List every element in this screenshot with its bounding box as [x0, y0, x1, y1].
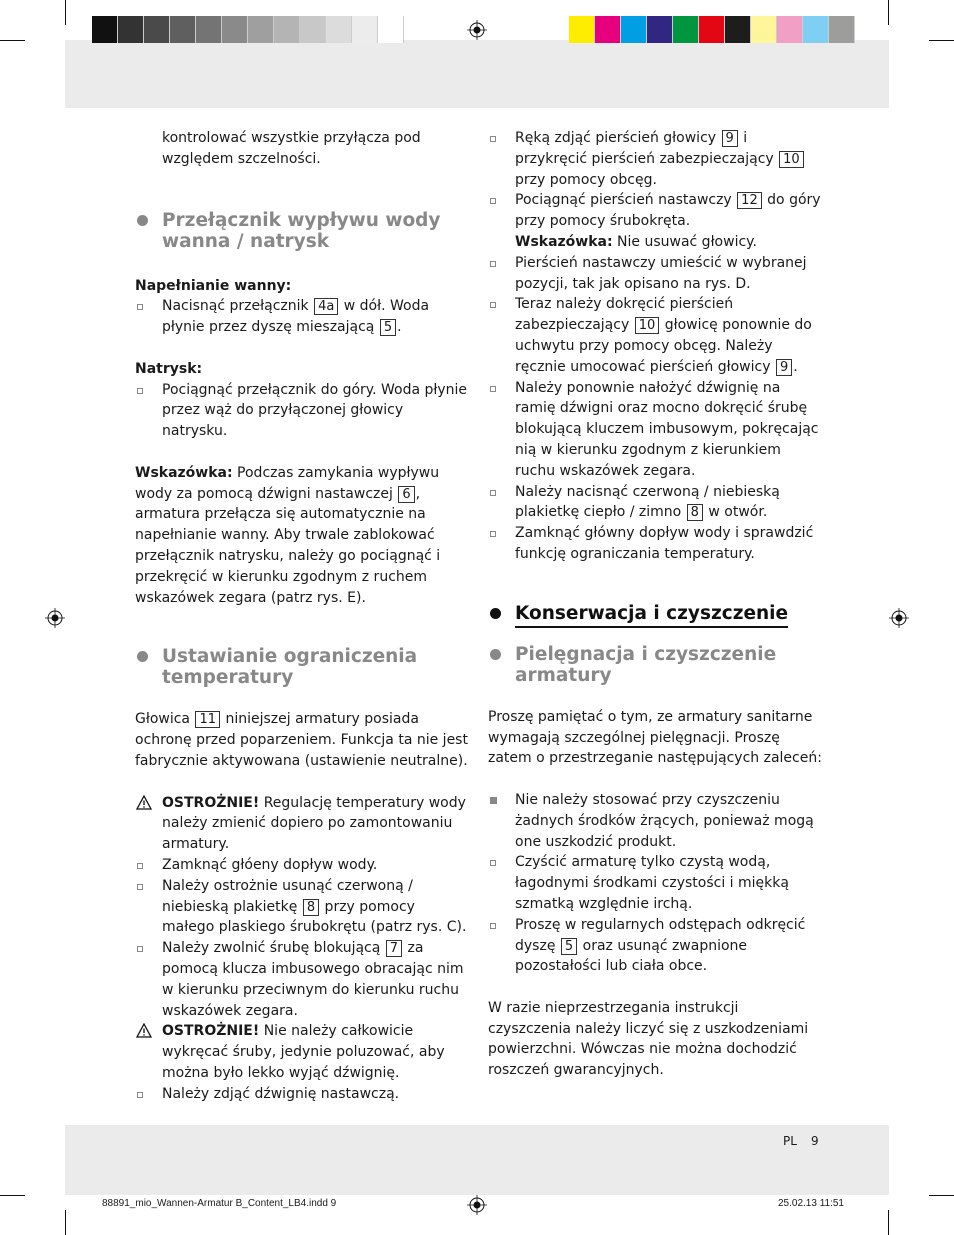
crop-mark [929, 1195, 954, 1196]
color-swatch [829, 16, 855, 43]
part-number: 10 [635, 317, 660, 334]
subheading-shower: Natrysk: [135, 360, 203, 377]
part-number: 8 [687, 504, 703, 521]
part-number: 8 [303, 899, 319, 916]
crop-mark [929, 40, 954, 41]
color-swatch [300, 16, 326, 43]
color-swatch [118, 16, 144, 43]
color-swatch [777, 16, 803, 43]
print-date-info: 25.02.13 11:51 [778, 1198, 844, 1209]
color-swatch [274, 16, 300, 43]
list-item: Pociągnąć pierścień nastawczy 12 do góry przy pomocy śrubokręta. [488, 190, 822, 232]
paragraph: W razie nieprzestrzegania instrukcji czyszczenia należy liczyć się z uszkodzeniami powierzchni. Wówczas nie można dochodzić roszczeń gwarancyjnych. [488, 999, 809, 1079]
color-swatch [569, 16, 595, 43]
color-swatch [751, 16, 777, 43]
list-item: Należy zdjąć dźwignię nastawczą. [135, 1084, 470, 1105]
crop-mark [0, 40, 25, 41]
color-swatch [144, 16, 170, 43]
section-heading-temperature: Ustawianie ograniczenia temperatury [135, 646, 470, 688]
crop-mark [65, 0, 66, 25]
part-number: 5 [380, 319, 396, 336]
list-item: Należy zwolnić śrubę blokującą 7 za pomocą klucza imbusowego obracając nim w kierunku przeciwnym do kierunku ruchu wskazówek zegara. [135, 938, 470, 1021]
header-band [65, 40, 889, 108]
color-swatch [326, 16, 352, 43]
left-column [135, 128, 470, 1104]
part-number: 11 [195, 711, 220, 728]
color-swatch [248, 16, 274, 43]
list-item: Ręką zdjąć pierścień głowicy 9 i przykręcić pierścień zabezpieczający 10 przy pomocy obcęg. [488, 128, 822, 190]
list-item: Proszę w regularnych odstępach odkręcić dyszę 5 oraz usunąć zwapnione pozostałości lub ciała obce. [488, 915, 822, 977]
warning-icon [136, 795, 152, 810]
part-number: 9 [776, 359, 792, 376]
footer-band [65, 1125, 889, 1195]
section-heading-maintenance: Konserwacja i czyszczenie [488, 603, 822, 624]
right-column [488, 128, 822, 1081]
color-swatch [196, 16, 222, 43]
print-file-info: 88891_mio_Wannen-Armatur B_Content_LB4.indd 9 [102, 1198, 337, 1209]
list-item: Pociągnąć przełącznik do góry. Woda płynie przez wąż do przyłączonej głowicy natrysku. [135, 380, 470, 442]
part-number: 10 [779, 151, 804, 168]
caution-note: OSTROŻNIE! Regulację temperatury wody należy zmienić dopiero po zamontowaniu armatury. [135, 793, 470, 855]
crop-mark [888, 1210, 889, 1235]
paragraph: Proszę pamiętać o tym, ze armatury sanitarne wymagają szczególnej pielęgnacji. Proszę zatem o przestrzeganie następujących zaleceń: [488, 708, 822, 767]
subheading-fill: Napełnianie wanny: [135, 277, 292, 294]
caution-note: OSTROŻNIE! Nie należy całkowicie wykręcać śruby, jedynie poluzować, aby można było lekko wyjąć dźwignię. [135, 1021, 470, 1083]
paragraph: Głowica 11 niniejszej armatury posiada ochronę przed poparzeniem. Funkcja ta nie jest fabrycznie aktywowana (ustawienie neutralne). [135, 711, 468, 769]
grayscale-color-bar [92, 16, 404, 43]
list-item: Należy ostrożnie usunąć czerwoną / niebieską plakietkę 8 przy pomocy małego plaskiego śrubokrętu (patrz rys. C). [135, 876, 470, 938]
color-swatch [699, 16, 725, 43]
section-heading-care: Pielęgnacja i czyszczenie armatury [488, 644, 822, 686]
registration-mark-icon [45, 608, 65, 628]
process-color-bar [569, 16, 855, 43]
color-swatch [595, 16, 621, 43]
color-swatch [378, 16, 404, 43]
part-number: 9 [722, 130, 738, 147]
color-swatch [92, 16, 118, 43]
list-item: Zamknąć główny dopływ wody i sprawdzić funkcję ograniczania temperatury. [488, 523, 822, 565]
part-number: 5 [561, 938, 577, 955]
list-item: Należy nacisnąć czerwoną / niebieską plakietkę ciepło / zimno 8 w otwór. [488, 482, 822, 524]
crop-mark [888, 0, 889, 25]
color-swatch [621, 16, 647, 43]
list-item: Nie należy stosować przy czyszczeniu żadnych środków żrących, ponieważ mogą one uszkodzić produkt. [488, 790, 822, 852]
part-number: 4a [314, 298, 338, 315]
list-item: Teraz należy dokręcić pierścień zabezpieczający 10 głowicę ponownie do uchwytu przy pomocy obcęg. Należy ręcznie umocować pierścień głowicy 9 . [488, 294, 822, 377]
part-number: 6 [398, 486, 414, 503]
crop-mark [65, 1210, 66, 1235]
note-paragraph: Wskazówka: Nie usuwać głowicy. [515, 233, 757, 250]
list-item: Zamknąć głóeny dopływ wody. [135, 855, 470, 876]
color-swatch [647, 16, 673, 43]
list-item: Należy ponownie nałożyć dźwignię na ramię dźwigni oraz mocno dokręcić śrubę blokującą kluczem imbusowym, pokręcając nią w kierunku zgodnym z kierunkiem ruchu wskazówek zegara. [488, 378, 822, 482]
list-item: Nacisnąć przełącznik 4a w dół. Woda płynie przez dyszę mieszającą 5 . [135, 296, 470, 338]
warning-icon [136, 1023, 152, 1038]
color-swatch [803, 16, 829, 43]
intro-text: kontrolować wszystkie przyłącza pod względem szczelności. [162, 130, 421, 167]
color-swatch [673, 16, 699, 43]
list-item: Pierścień nastawczy umieścić w wybranej pozycji, tak jak opisano na rys. D. [488, 253, 822, 295]
color-swatch [170, 16, 196, 43]
registration-mark-icon [467, 1195, 487, 1215]
language-code: PL [783, 1134, 797, 1148]
color-swatch [725, 16, 751, 43]
section-heading-switch: Przełącznik wypływu wody wanna / natrysk [135, 210, 470, 252]
part-number: 7 [386, 940, 402, 957]
crop-mark [0, 1195, 25, 1196]
registration-mark-icon [889, 608, 909, 628]
note-paragraph: Wskazówka: Podczas zamykania wypływu wody za pomocą dźwigni nastawczej 6 , armatura przełącza się automatycznie na napełnianie wanny. Aby trwale zablokować przełącznik natrysku, należy go pociągnąć i przekręcić w kierunku zgodnym z ruchem wskazówek zegara (patrz rys. E). [135, 464, 441, 606]
color-swatch [222, 16, 248, 43]
page-number: 9 [811, 1134, 819, 1148]
color-swatch [352, 16, 378, 43]
part-number: 12 [737, 192, 762, 209]
registration-mark-icon [467, 20, 487, 40]
list-item: Czyścić armaturę tylko czystą wodą, łagodnymi środkami czystości i miękką szmatką względnie irchą. [488, 852, 822, 914]
